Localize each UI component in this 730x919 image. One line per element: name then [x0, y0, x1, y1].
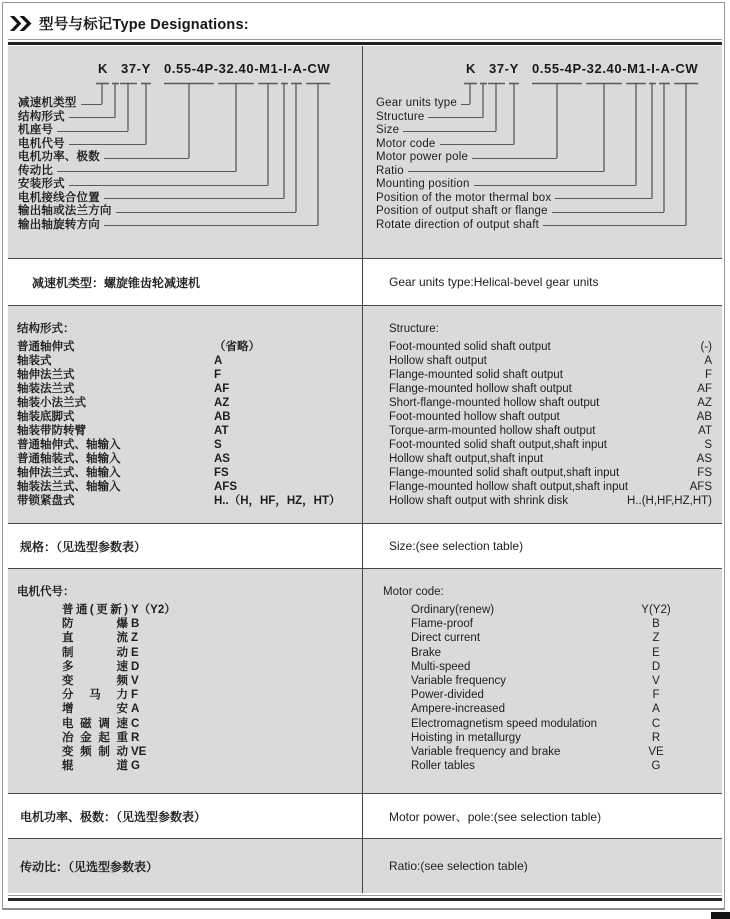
diagram-label-row — [376, 110, 483, 124]
motor-header-zh: 电机代号： — [17, 586, 75, 598]
item-code: E — [652, 646, 660, 659]
connector-line — [104, 191, 284, 200]
diagram-label-row — [18, 191, 284, 205]
ratio-en-text: Ratio:(see selection table) — [389, 859, 528, 873]
item-label: 普通轴伸式、轴输入 — [17, 439, 121, 451]
item-code: A — [704, 355, 712, 367]
list-item — [363, 438, 722, 452]
gear-type-zh-text: 减速机类型：螺旋锥齿轮减速机 — [32, 275, 201, 290]
diagram-label: Motor code — [376, 137, 436, 150]
connector-line — [69, 177, 268, 186]
diagram-label: Mounting position — [376, 178, 470, 190]
type-code-diagram-zh — [8, 46, 362, 258]
list-item — [8, 660, 362, 674]
item-code: D — [651, 660, 661, 673]
page-title: 型号与标记Type Designations: — [39, 17, 249, 33]
list-item — [8, 745, 362, 759]
item-code: (-) — [700, 341, 712, 353]
item-code: Y（Y2） — [131, 604, 176, 616]
connector-line — [408, 164, 604, 173]
list-item — [8, 368, 362, 382]
gear-type-zh — [8, 259, 362, 305]
item-label: 变频 — [62, 674, 128, 687]
list-item — [8, 438, 362, 452]
diagram-label: 减速机类型 — [18, 97, 77, 109]
connector-line — [69, 110, 115, 119]
size-en — [362, 524, 722, 568]
diagram-cell-chinese — [8, 46, 362, 258]
diagram-label-row — [18, 96, 102, 110]
diagram-label-row — [376, 164, 604, 178]
gear-type-en — [362, 259, 722, 305]
list-item — [8, 340, 362, 354]
item-label: 轴装底脚式 — [17, 411, 75, 423]
diagram-label: Size — [376, 124, 400, 136]
item-label: 冶金起重 — [62, 731, 128, 744]
connector-line — [116, 204, 296, 213]
diagram-label-row — [376, 96, 470, 110]
diagram-label: 传动比 — [18, 164, 54, 177]
item-label: Multi-speed — [411, 660, 471, 673]
item-code: F — [652, 689, 660, 702]
motor-power-zh-text: 电机功率、极数：（见选型参数表） — [20, 809, 207, 824]
list-item — [363, 354, 722, 368]
item-label: Hollow shaft output with shrink disk — [389, 495, 568, 507]
double-arrow-icon — [10, 16, 32, 31]
item-code: AFS — [214, 481, 237, 493]
connector-line — [461, 96, 470, 105]
diagram-label: 机座号 — [18, 124, 54, 136]
page-corner-tab — [711, 912, 730, 919]
diagram-label-row — [376, 204, 664, 218]
motor-list-zh — [8, 603, 362, 773]
diagram-label: 电机接线合位置 — [18, 191, 100, 204]
list-item — [363, 603, 722, 617]
item-label: Variable frequency and brake — [411, 745, 561, 758]
item-code: VE — [648, 745, 664, 758]
connector-line — [104, 150, 189, 159]
diagram-label: Position of output shaft or flange — [376, 205, 548, 217]
item-label: Torque-arm-mounted hollow shaft output — [389, 425, 596, 437]
connector-line — [403, 123, 496, 132]
item-code: AT — [214, 425, 229, 437]
structure-zh — [8, 306, 362, 523]
connector-line — [428, 110, 483, 119]
structure-list-en — [363, 340, 722, 508]
item-code: VE — [131, 745, 147, 758]
item-code: R — [131, 731, 140, 744]
structure-en — [362, 306, 722, 523]
item-label: 轴装带防转臂 — [17, 425, 86, 437]
list-item — [363, 646, 722, 660]
item-code: D — [131, 660, 140, 673]
size-zh-text: 规格：（见选型参数表） — [20, 539, 147, 554]
item-code: Z — [652, 632, 660, 645]
item-code: G — [651, 760, 661, 773]
connector-line — [543, 218, 686, 227]
item-label: 分马力 — [62, 689, 128, 702]
list-item — [8, 494, 362, 508]
list-item — [363, 368, 722, 382]
list-item — [363, 382, 722, 396]
item-code: F — [131, 689, 139, 702]
connector-line — [57, 123, 128, 132]
list-item — [8, 688, 362, 702]
diagram-label-row — [376, 218, 686, 232]
list-item — [363, 340, 722, 354]
item-code: AZ — [214, 397, 230, 409]
item-code: C — [651, 717, 661, 730]
item-code: A — [652, 703, 660, 716]
table-bottom-rule-thick — [8, 898, 722, 901]
list-item — [363, 660, 722, 674]
item-label: Foot-mounted hollow shaft output — [389, 411, 560, 423]
item-code: E — [131, 646, 139, 659]
table-bottom-rule-thin — [8, 895, 722, 896]
connector-line — [474, 177, 636, 186]
motor-power-zh — [8, 794, 362, 838]
ratio-row — [8, 838, 722, 893]
motor-power-en-text: Motor power、pole:(see selection table) — [389, 809, 602, 824]
item-label: Flame-proof — [411, 618, 473, 631]
item-code: AS — [696, 453, 712, 465]
item-label: Direct current — [411, 632, 481, 645]
item-code: A — [131, 703, 140, 716]
item-label: Ampere-increased — [411, 703, 505, 716]
motor-code-en — [362, 569, 722, 793]
item-label: 轴伸法兰式、轴输入 — [17, 467, 121, 479]
type-code-segment: 0.55-4P-32.40-M1-I-A-CW — [532, 61, 699, 76]
item-code: AF — [697, 383, 712, 395]
item-label: 防爆 — [62, 618, 128, 631]
item-code: Y(Y2) — [641, 604, 671, 616]
connector-line — [81, 96, 103, 105]
list-item — [8, 396, 362, 410]
item-label: Flange-mounted hollow shaft output — [389, 383, 572, 395]
type-code-segment: 0.55-4P-32.40-M1-I-A-CW — [164, 61, 331, 76]
diagram-label: Motor power pole — [376, 151, 469, 163]
list-item — [8, 382, 362, 396]
diagram-label: 安装形式 — [18, 178, 65, 190]
diagram-label: Position of the motor thermal box — [376, 191, 552, 204]
diagram-label: Rotate direction of output shaft — [376, 218, 540, 231]
size-zh — [8, 524, 362, 568]
type-code-segment: 37-Y — [489, 61, 519, 76]
list-item — [8, 631, 362, 645]
diagram-cell-english — [362, 46, 722, 258]
item-code: H..（H，HF，HZ，HT） — [214, 495, 341, 507]
item-code: F — [214, 369, 222, 381]
motor-list-en — [363, 603, 722, 773]
item-label: 电磁调速 — [62, 717, 128, 730]
connector-line — [440, 137, 514, 146]
item-code: G — [131, 760, 140, 773]
type-code-diagram-en — [363, 46, 722, 258]
item-code: （省略） — [214, 341, 260, 353]
connector-line — [57, 164, 236, 173]
item-label: 轴装法兰式 — [17, 383, 75, 395]
item-label: 多速 — [62, 660, 128, 673]
list-item — [363, 617, 722, 631]
structure-row — [8, 305, 722, 523]
diagram-label-row — [18, 204, 296, 218]
item-label: Ordinary(renew) — [411, 604, 495, 616]
item-code: AZ — [697, 397, 712, 409]
item-code: A — [214, 355, 223, 367]
list-item — [363, 466, 722, 480]
item-label: Foot-mounted solid shaft output — [389, 341, 551, 353]
item-label: 直流 — [62, 632, 128, 645]
diagram-label: 输出轴或法兰方向 — [18, 205, 112, 217]
item-label: 制动 — [62, 646, 128, 659]
item-code: S — [704, 439, 712, 451]
diagram-label-row — [376, 191, 652, 205]
list-item — [8, 717, 362, 731]
ratio-en — [362, 839, 722, 893]
list-item — [363, 424, 722, 438]
connector-line — [69, 137, 146, 146]
list-item — [363, 631, 722, 645]
item-label: Foot-mounted solid shaft output,shaft input — [389, 439, 607, 451]
diagram-label-row — [376, 177, 636, 191]
list-item — [363, 494, 722, 508]
item-label: Roller tables — [411, 760, 475, 773]
item-code: B — [131, 618, 140, 631]
list-item — [363, 410, 722, 424]
gear-type-row — [8, 258, 722, 305]
diagram-label-row — [376, 137, 514, 151]
diagram-label: Ratio — [376, 164, 404, 177]
connector-line — [104, 218, 318, 227]
size-row — [8, 523, 722, 568]
diagram-label-row — [18, 150, 189, 164]
diagram-label-row — [376, 123, 496, 137]
item-label: 轴装式 — [17, 355, 52, 367]
motor-code-row — [8, 568, 722, 793]
item-label: Short-flange-mounted hollow shaft output — [389, 397, 600, 409]
item-label: 变频制动 — [62, 745, 128, 758]
list-item — [363, 480, 722, 494]
diagram-label: 结构形式 — [18, 110, 65, 123]
diagram-label-row — [18, 123, 128, 137]
diagram-label: Gear units type — [376, 97, 457, 109]
diagram-label-row — [18, 218, 318, 232]
motor-code-zh — [8, 569, 362, 793]
item-code: V — [131, 674, 139, 687]
item-code: S — [214, 439, 222, 451]
list-item — [363, 731, 722, 745]
item-code: FS — [214, 467, 229, 479]
motor-power-en — [362, 794, 722, 838]
item-code: C — [131, 717, 140, 730]
item-code: R — [651, 731, 661, 744]
diagram-label-row — [18, 164, 236, 178]
item-label: Flange-mounted solid shaft output — [389, 369, 563, 381]
item-code: AFS — [689, 481, 712, 493]
item-label: Hollow shaft output,shaft input — [389, 453, 544, 465]
item-label: 普通轴伸式 — [17, 341, 75, 353]
connector-line — [472, 150, 557, 159]
page-header — [10, 13, 249, 34]
diagram-label: 电机代号 — [18, 137, 65, 150]
list-item — [363, 717, 722, 731]
list-item — [8, 646, 362, 660]
diagram-label-row — [376, 150, 557, 164]
item-code: AF — [214, 383, 230, 395]
item-code: FS — [697, 467, 712, 479]
type-code-diagram-row — [8, 46, 722, 258]
item-code: V — [652, 674, 660, 687]
motor-header-en: Motor code: — [383, 586, 444, 598]
list-item — [8, 480, 362, 494]
list-item — [8, 452, 362, 466]
item-label: 轴装法兰式、轴输入 — [17, 481, 121, 493]
item-label: Variable frequency — [411, 674, 507, 687]
item-code: F — [704, 369, 712, 381]
list-item — [363, 688, 722, 702]
list-item — [8, 617, 362, 631]
item-label: Power-divided — [411, 689, 484, 702]
list-item — [8, 354, 362, 368]
header-rule-thick — [8, 42, 722, 45]
item-label: Hoisting in metallurgy — [411, 731, 521, 744]
ratio-zh — [8, 839, 362, 893]
item-code: Z — [131, 632, 139, 645]
structure-header-zh: 结构形式： — [17, 323, 75, 335]
item-code: AT — [698, 425, 712, 437]
diagram-label: 电机功率、极数 — [18, 151, 100, 163]
structure-header-en: Structure: — [389, 323, 439, 335]
structure-list-zh — [8, 340, 362, 508]
list-item — [363, 674, 722, 688]
list-item — [363, 745, 722, 759]
list-item — [8, 674, 362, 688]
ratio-zh-text: 传动比：（见选型参数表） — [20, 859, 159, 874]
type-code-segment: K — [466, 61, 476, 76]
item-label: 轴伸法兰式 — [17, 369, 75, 381]
item-label: 带锁紧盘式 — [17, 495, 75, 507]
item-label: Flange-mounted solid shaft output,shaft input — [389, 467, 620, 479]
item-code: H..(H,HF,HZ,HT) — [627, 495, 712, 507]
item-label: Electromagnetism speed modulation — [411, 717, 598, 730]
item-code: AB — [696, 411, 712, 423]
type-code-segment: K — [98, 61, 108, 76]
gear-type-en-text: Gear units type:Helical-bevel gear units — [389, 275, 599, 289]
header-rule-thin — [8, 39, 722, 40]
item-label: Brake — [411, 646, 442, 659]
item-code: AB — [214, 411, 231, 423]
list-item — [8, 410, 362, 424]
item-label: Flange-mounted hollow shaft output,shaft input — [389, 481, 629, 493]
item-label: 轴装小法兰式 — [17, 397, 86, 409]
list-item — [8, 603, 362, 617]
list-item — [8, 424, 362, 438]
list-item — [8, 466, 362, 480]
type-designation-table — [8, 46, 722, 893]
connector-line — [552, 204, 664, 213]
list-item — [363, 759, 722, 773]
list-item — [363, 396, 722, 410]
list-item — [8, 731, 362, 745]
item-code: B — [652, 618, 660, 631]
list-item — [8, 759, 362, 773]
item-label: 普通轴装式、轴输入 — [17, 453, 121, 465]
list-item — [8, 702, 362, 716]
list-item — [363, 702, 722, 716]
size-en-text: Size:(see selection table) — [389, 539, 524, 553]
list-item — [363, 452, 722, 466]
item-label: 普通(更新) — [62, 604, 128, 616]
item-label: 增安 — [62, 703, 128, 716]
diagram-label-row — [18, 137, 146, 151]
diagram-label-row — [18, 110, 115, 124]
diagram-label: Structure — [376, 110, 425, 123]
item-code: AS — [214, 453, 230, 465]
diagram-label: 输出轴旋转方向 — [18, 218, 100, 231]
connector-line — [555, 191, 652, 200]
motor-power-row — [8, 793, 722, 838]
type-code-segment: 37-Y — [121, 61, 151, 76]
diagram-label-row — [18, 177, 268, 191]
item-label: Hollow shaft output — [389, 355, 487, 367]
item-label: 辊道 — [62, 760, 128, 773]
